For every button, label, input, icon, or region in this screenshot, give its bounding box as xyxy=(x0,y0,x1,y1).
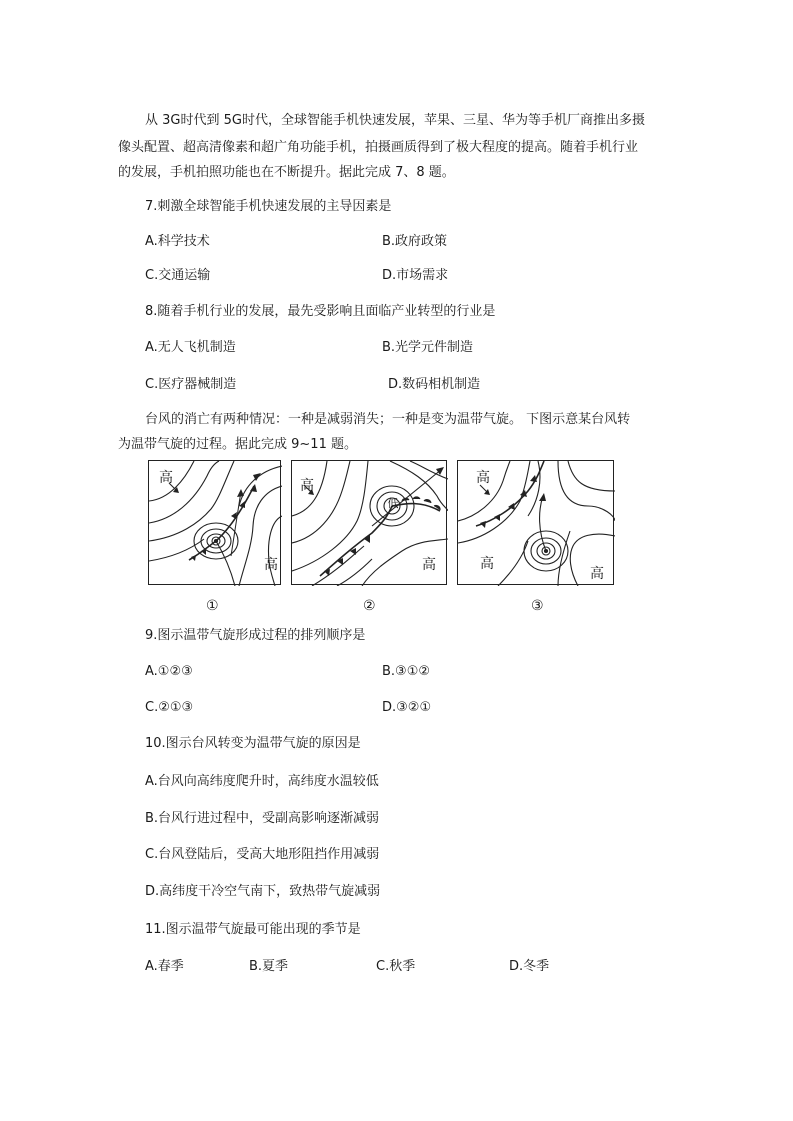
q8-option-c: C.医疗器械制造 xyxy=(145,377,237,392)
q10-option-a: A.台风向高纬度爬升时，高纬度水温较低 xyxy=(145,774,379,789)
passage1-line2: 像头配置、超高清像素和超广角功能手机，拍摄画质得到了极大程度的提高。随着手机行业 xyxy=(118,140,639,155)
q7-stem: 7.刺激全球智能手机快速发展的主导因素是 xyxy=(145,199,392,214)
q11-option-b: B.夏季 xyxy=(249,959,289,974)
q9-option-d: D.③②① xyxy=(382,700,432,715)
passage1-line1: 从 3G时代到 5G时代，全球智能手机快速发展，苹果、三星、华为等手机厂商推出多摄 xyxy=(145,113,645,128)
q7-option-b: B.政府政策 xyxy=(382,234,448,249)
passage2-line1: 台风的消亡有两种情况：一种是减弱消失；一种是变为温带气旋。 下图示意某台风转 xyxy=(145,412,631,427)
q10-option-b: B.台风行进过程中，受副高影响逐渐减弱 xyxy=(145,811,380,826)
q9-option-c: C.②①③ xyxy=(145,700,194,715)
map3-caption: ③ xyxy=(531,598,544,614)
weather-map-1 xyxy=(148,460,281,585)
q10-option-c: C.台风登陆后，受高大地形阻挡作用减弱 xyxy=(145,847,380,862)
passage1-line3: 的发展，手机拍照功能也在不断提升。据此完成 7、8 题。 xyxy=(118,165,455,180)
q7-option-c: C.交通运输 xyxy=(145,268,211,283)
weather-map-3 xyxy=(457,460,614,585)
map1-high-label-2: 高 xyxy=(264,557,278,573)
map1-high-label: 高 xyxy=(159,470,173,486)
q11-option-a: A.春季 xyxy=(145,959,184,974)
map3-high-label-2: 高 xyxy=(480,556,494,572)
weather-map-2 xyxy=(291,460,447,585)
q9-stem: 9.图示温带气旋形成过程的排列顺序是 xyxy=(145,628,366,643)
map2-high-label: 高 xyxy=(300,478,314,494)
map2-low-label: 低 xyxy=(387,497,399,510)
q11-option-d: D.冬季 xyxy=(509,959,550,974)
map1-caption: ① xyxy=(206,598,219,614)
map3-high-label-3: 高 xyxy=(590,566,604,582)
q8-option-b: B.光学元件制造 xyxy=(382,340,474,355)
q10-option-d: D.高纬度干冷空气南下，致热带气旋减弱 xyxy=(145,884,381,899)
map3-high-label: 高 xyxy=(476,470,490,486)
map2-high-label-2: 高 xyxy=(422,557,436,573)
q10-stem: 10.图示台风转变为温带气旋的原因是 xyxy=(145,736,361,751)
q8-option-d: D.数码相机制造 xyxy=(388,377,481,392)
q8-stem: 8.随着手机行业的发展，最先受影响且面临产业转型的行业是 xyxy=(145,304,496,319)
q11-option-c: C.秋季 xyxy=(376,959,416,974)
q8-option-a: A.无人飞机制造 xyxy=(145,340,236,355)
q11-stem: 11.图示温带气旋最可能出现的季节是 xyxy=(145,922,361,937)
q7-option-a: A.科学技术 xyxy=(145,234,210,249)
q9-option-a: A.①②③ xyxy=(145,664,193,679)
q7-option-d: D.市场需求 xyxy=(382,268,449,283)
q9-option-b: B.③①② xyxy=(382,664,431,679)
passage2-line2: 为温带气旋的过程。据此完成 9~11 题。 xyxy=(118,437,357,452)
map2-caption: ② xyxy=(363,598,376,614)
